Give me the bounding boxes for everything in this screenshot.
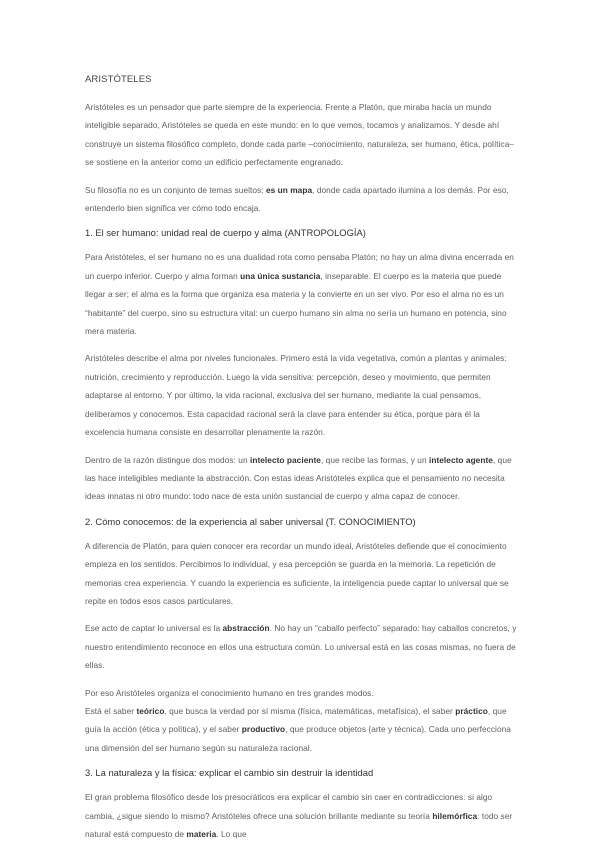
bold-term: teórico [136, 705, 165, 716]
bold-term: es un mapa [265, 184, 313, 195]
text-run: 3. La naturaleza y la física: explicar el cambio sin destruir la identidad [85, 767, 374, 779]
intro-paragraph [85, 181, 517, 218]
text-run: , que produce objetos (arte y técnica). Cada uno perfecciona una dimensión del ser humano según su naturaleza racional. [85, 724, 511, 753]
text-run: El gran problema filosófico desde los presocráticos era explicar el cambio sin caer en contradicciones: si algo cambia, ¿sigue siendo lo mismo? Aristóteles ofrece una solución brillante mediante su teoría [85, 792, 493, 821]
section-heading [85, 766, 517, 780]
text-run: 1. El ser humano: unidad real de cuerpo y alma (ANTROPOLOGÍA) [85, 227, 366, 239]
bold-term: intelecto paciente [249, 454, 321, 465]
bold-term: materia [186, 829, 217, 839]
body-paragraph [85, 537, 517, 611]
text-run: . No hay un “caballo perfecto” separado: hay caballos concretos, y nuestro entendimiento reconoce en ellos una estructura común. Lo universal está en las cosas mismas, no fuera de ellas. [85, 623, 517, 671]
text-run: Su filosofía no es un conjunto de temas sueltos: [85, 184, 266, 195]
body-paragraph [85, 248, 517, 340]
text-run: . Lo que [216, 829, 247, 839]
section-3 [85, 766, 517, 843]
text-run: , donde cada apartado ilumina a los demás. Por eso, entenderlo bien significa ver cómo todo encaja. [85, 184, 509, 214]
bold-term: productivo [241, 724, 286, 735]
section-heading-text [85, 516, 416, 527]
text-run: Está el saber [85, 705, 137, 716]
bold-term: hilemórfica [432, 810, 478, 821]
body-paragraph [85, 451, 517, 506]
section-heading-text [85, 767, 373, 778]
text-run: Por eso Aristóteles organiza el conocimiento humano en tres grandes modos. [85, 687, 374, 698]
section-heading [85, 515, 517, 529]
text-run: 2. Cómo conocemos: de la experiencia al saber universal (T. CONOCIMIENTO) [85, 515, 416, 527]
text-run: , inseparable. El cuerpo es la materia que puede llegar a ser; el alma es la forma que organiza esa materia y la convierte en un ser vivo. Por eso el alma no es un “habitante” del cuerpo, sino su estructura vital: un cuerpo humano sin alma no sería un humano en potencia, sino mera materia. [85, 270, 507, 337]
text-run: , que guía la acción (ética y política), y el saber [85, 705, 507, 735]
text-run: Ese acto de captar lo universal es la [85, 623, 223, 634]
text-run: Para Aristóteles, el ser humano no es una dualidad rota como pensaba Platón; no hay un alma divina encerrada en un cuerpo inferior. Cuerpo y alma forman [85, 252, 514, 281]
bold-term: abstracción [222, 623, 270, 634]
text-run: , que busca la verdad por sí misma (física, matemáticas, metafísica), el saber [164, 705, 456, 716]
text-run: A diferencia de Platón, para quien conocer era recordar un mundo ideal, Aristóteles defiende que el conocimiento empieza en los sentidos. Percibimos lo individual, y esa percepción se guarda en la memoria. La repetición de memorias crea experiencia. Y cuando la experiencia es suficiente, la inteligencia puede captar lo universal que se repite en todos esos casos particulares. [85, 540, 509, 606]
paragraph-line [85, 684, 517, 702]
document-body [85, 74, 517, 852]
text-run: Aristóteles describe el alma por niveles funcionales. Primero está la vida vegetativa, común a plantas y animales: nutrición, crecimiento y reproducción. Luego la vida sensitiva: percepción, deseo y movimiento, que permiten adaptarse al entorno. Y por último, la vida racional, exclusiva del ser humano, mediante la cual pensamos, deliberamos y conocemos. Esta capacidad racional será la clave para entender su ética, porque para él la excelencia humana consiste en desarrollar plenamente la razón. [85, 353, 507, 438]
text-run: : todo ser natural está compuesto de [85, 810, 513, 839]
text-run: , que recibe las formas, y un [320, 454, 429, 465]
body-paragraph [85, 349, 517, 441]
section-2 [85, 515, 517, 757]
section-heading [85, 226, 517, 240]
text-run: , que las hace inteligibles mediante la abstracción. Con estas ideas Aristóteles explica que el pensamiento no necesita ideas innatas ni otro mundo: todo nace de esta unión sustancial de cuerpo y alma capaz de conocer. [85, 454, 512, 502]
section-1 [85, 226, 517, 505]
section-heading-text [85, 227, 366, 238]
bold-term: una única sustancia [240, 270, 321, 281]
document-title: ARISTÓTELES [85, 74, 152, 85]
paragraph-line [85, 702, 517, 757]
body-paragraph [85, 684, 517, 758]
bold-term: intelecto agente [428, 454, 493, 465]
intro-section [85, 98, 517, 217]
text-run: Aristóteles es un pensador que parte siempre de la experiencia. Frente a Platón, que miraba hacia un mundo inteligible separado, Aristóteles se queda en este mundo: en lo que vemos, tocamos y analizamos. Y desde ahí construye un sistema filosófico completo, donde cada parte –conocimiento, naturaleza, ser humano, ética, política– se sostiene en la anterior como un edificio perfectamente engranado. [85, 102, 515, 168]
sections-container [85, 226, 517, 843]
body-paragraph [85, 788, 517, 843]
text-run: Dentro de la razón distingue dos modos: un [85, 454, 250, 465]
bold-term: práctico [455, 705, 488, 716]
intro-paragraph [85, 98, 517, 172]
body-paragraph [85, 619, 517, 674]
